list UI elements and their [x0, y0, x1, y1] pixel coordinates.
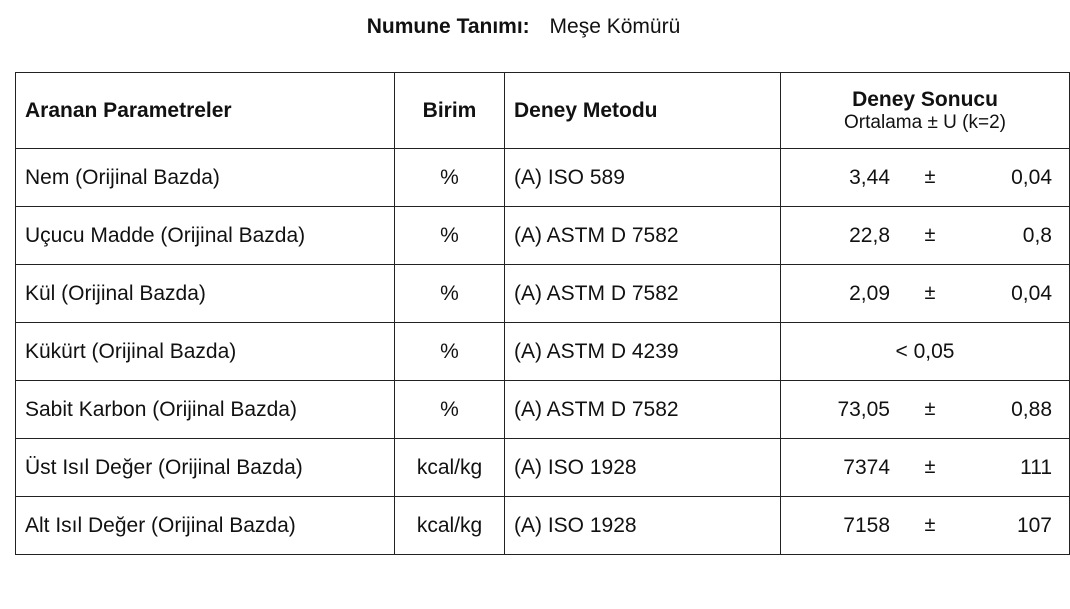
result-group — [790, 398, 1060, 422]
table-row — [16, 207, 1070, 265]
unit-cell: % — [395, 323, 505, 381]
unit-cell: kcal/kg — [395, 439, 505, 497]
result-group — [790, 282, 1060, 306]
method-cell: (A) ASTM D 7582 — [505, 207, 781, 265]
method-cell: (A) ISO 1928 — [505, 439, 781, 497]
table-row — [16, 497, 1070, 555]
result-cell — [781, 497, 1070, 555]
header-method: Deney Metodu — [505, 73, 781, 149]
header-result — [781, 73, 1070, 149]
sample-description — [0, 12, 1047, 42]
table-row — [16, 381, 1070, 439]
table-row — [16, 149, 1070, 207]
result-cell — [781, 149, 1070, 207]
plus-minus-sign: ± — [924, 398, 936, 420]
result-uncertainty: 0,88 — [1011, 397, 1052, 421]
sample-label: Numune Tanımı: — [366, 15, 530, 38]
unit-cell: % — [395, 381, 505, 439]
result-mean: 22,8 — [849, 223, 890, 247]
result-uncertainty: 107 — [1016, 513, 1052, 537]
plus-minus-sign: ± — [924, 514, 936, 536]
result-uncertainty: 0,8 — [1022, 223, 1052, 247]
unit-cell: kcal/kg — [395, 497, 505, 555]
table-row — [16, 439, 1070, 497]
result-value: < 0,05 — [895, 339, 955, 363]
table-body — [16, 149, 1070, 555]
result-mean: 3,44 — [849, 165, 890, 189]
unit-cell: % — [395, 149, 505, 207]
result-mean: 2,09 — [849, 281, 890, 305]
header-unit: Birim — [395, 73, 505, 149]
plus-minus-sign: ± — [924, 224, 936, 246]
result-cell — [781, 439, 1070, 497]
parameter-cell: Nem (Orijinal Bazda) — [16, 149, 395, 207]
result-group — [790, 456, 1060, 480]
result-uncertainty: 111 — [1020, 455, 1052, 479]
plus-minus-sign: ± — [924, 282, 936, 304]
result-mean: 7158 — [843, 513, 890, 537]
parameter-cell: Alt Isıl Değer (Orijinal Bazda) — [16, 497, 395, 555]
results-table — [15, 72, 1070, 555]
table-row — [16, 265, 1070, 323]
result-uncertainty: 0,04 — [1011, 165, 1052, 189]
result-group — [790, 166, 1060, 190]
result-group — [790, 514, 1060, 538]
parameter-cell: Uçucu Madde (Orijinal Bazda) — [16, 207, 395, 265]
unit-cell: % — [395, 265, 505, 323]
parameter-cell: Sabit Karbon (Orijinal Bazda) — [16, 381, 395, 439]
method-cell: (A) ISO 1928 — [505, 497, 781, 555]
result-cell — [781, 381, 1070, 439]
result-cell — [781, 265, 1070, 323]
header-result-subtitle: Ortalama ± U (k=2) — [844, 111, 1006, 133]
result-uncertainty: 0,04 — [1011, 281, 1052, 305]
header-row — [16, 73, 1070, 149]
result-mean: 73,05 — [837, 397, 890, 421]
parameter-cell: Kükürt (Orijinal Bazda) — [16, 323, 395, 381]
method-cell: (A) ASTM D 4239 — [505, 323, 781, 381]
result-group — [790, 224, 1060, 248]
parameter-cell: Üst Isıl Değer (Orijinal Bazda) — [16, 439, 395, 497]
header-result-title: Deney Sonucu — [852, 87, 998, 111]
plus-minus-sign: ± — [924, 166, 936, 188]
method-cell: (A) ASTM D 7582 — [505, 381, 781, 439]
method-cell: (A) ASTM D 7582 — [505, 265, 781, 323]
method-cell: (A) ISO 589 — [505, 149, 781, 207]
header-parameter: Aranan Parametreler — [16, 73, 395, 149]
result-cell — [781, 323, 1070, 381]
unit-cell: % — [395, 207, 505, 265]
sample-value: Meşe Kömürü — [549, 15, 681, 38]
table-row — [16, 323, 1070, 381]
plus-minus-sign: ± — [924, 456, 936, 478]
result-cell — [781, 207, 1070, 265]
result-mean: 7374 — [843, 455, 890, 479]
parameter-cell: Kül (Orijinal Bazda) — [16, 265, 395, 323]
